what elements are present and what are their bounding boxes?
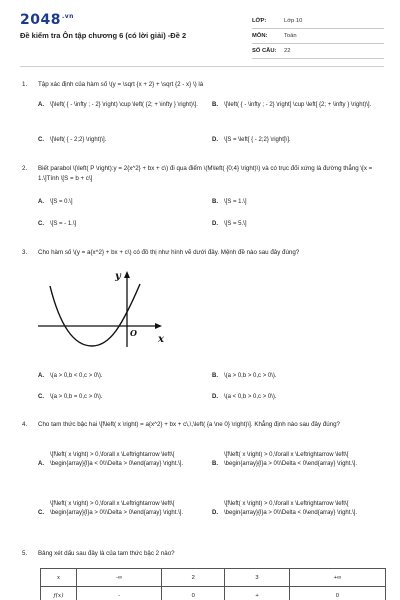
question-2-option-d[interactable]: D. \[S = 5.\] — [212, 221, 247, 227]
site-logo[interactable]: $2048^{.vn}$ — [20, 12, 74, 28]
meta-row-count: SỐ CÂU: 22 — [252, 44, 384, 59]
question-3: 3. Cho hàm số \(y = a{x^2} + bx + c\) có đồ thị như hình vẽ dưới đây. Mệnh đề nào sau đây đúng? — [22, 249, 300, 256]
meta-row-class: LỚP: Lớp 10 — [252, 14, 384, 29]
question-2-option-a[interactable]: A. \[S = 0.\] — [38, 199, 73, 205]
question-4-option-a[interactable]: A. \[f\left( x \right) > 0,\forall x \Leftrightarrow \left\{ \begin{array}{l}a < 0\\\Delta > 0\end{array} \right.\]. — [38, 452, 184, 467]
sign-table — [40, 568, 386, 600]
y-axis-label: y — [115, 271, 121, 282]
question-3-option-c[interactable]: C. \(a > 0,b = 0,c > 0\). — [38, 394, 103, 400]
origin-label: O — [130, 328, 137, 338]
question-2: 2. Biết parabol \(\left( P \right):y = 2{x^2} + bx + c\) đi qua điểm \(M\left( {0;4} \right)\) và có trục đối xứng là đường thẳng \[x = 1.\]Tính \[S = b + c\] — [22, 165, 373, 182]
y-axis-arrow — [124, 271, 130, 278]
question-4-option-b[interactable]: B. \[f\left( x \right) > 0,\forall x \Leftrightarrow \left\{ \begin{array}{l}a > 0\\\Delta < 0\end{array} \right.\]. — [212, 452, 358, 467]
question-4-option-d[interactable]: D. \[f\left( x \right) > 0,\forall x \Leftrightarrow \left\{ \begin{array}{l}a > 0\\\Delta < 0\end{array} \right.\]. — [212, 501, 358, 516]
meta-row-subject: MÔN: Toán — [252, 29, 384, 44]
question-3-option-b[interactable]: B. \(a > 0,b > 0,c > 0\). — [212, 373, 277, 379]
exam-title: Đề kiểm tra Ôn tập chương 6 (có lời giải) -Đề 2 — [20, 31, 187, 40]
exam-meta — [252, 14, 384, 59]
question-5: 5. Bảng xét dấu sau đây là của tam thức bậc 2 nào? — [22, 550, 175, 557]
question-1-option-d[interactable]: D. \[S = \left[ { - 2;2} \right]\]. — [212, 137, 291, 143]
question-2-option-b[interactable]: B. \[S = 1.\] — [212, 199, 247, 205]
x-axis-arrow — [155, 323, 162, 329]
question-4-option-c[interactable]: C. \[f\left( x \right) > 0,\forall x \Leftrightarrow \left\{ \begin{array}{l}a > 0\\\Delta > 0\end{array} \right.\]. — [38, 501, 184, 516]
question-1: 1. Tập xác định của hàm số \(y = \sqrt {x + 2} + \sqrt {2 - x} \) là — [22, 81, 204, 88]
x-axis-label: x — [158, 334, 164, 345]
header-divider — [20, 66, 384, 67]
question-2-option-c[interactable]: C. \[S = - 1.\] — [38, 221, 77, 227]
page-header — [0, 0, 400, 62]
question-1-option-c[interactable]: C. \[\left( { - 2;2} \right)\]. — [38, 137, 107, 143]
question-3-option-d[interactable]: D. \(a < 0,b > 0,c > 0\). — [212, 394, 277, 400]
question-4: 4. Cho tam thức bậc hai \[f\left( x \right) = a{x^2} + bx + c\,\,\left( {a \ne 0} \right)\]. Khẳng định nào sau đây đúng? — [22, 421, 340, 428]
question-1-option-a[interactable]: A. \[\left( { - \infty ; - 2} \right) \cup \left( {2; + \infty } \right)\]. — [38, 102, 198, 108]
question-1-option-b[interactable]: B. \[\left( { - \infty ; - 2} \right] \cup \left[ {2; + \infty } \right)\]. — [212, 102, 372, 108]
sign-table-row-x: x -∞ 2 3 +∞ — [41, 569, 386, 587]
parabola-graph — [36, 268, 176, 348]
sign-table-row-fx: f(x) - 0 + 0 — [41, 587, 386, 600]
question-3-option-a[interactable]: A. \(a > 0,b < 0,c > 0\). — [38, 373, 103, 379]
